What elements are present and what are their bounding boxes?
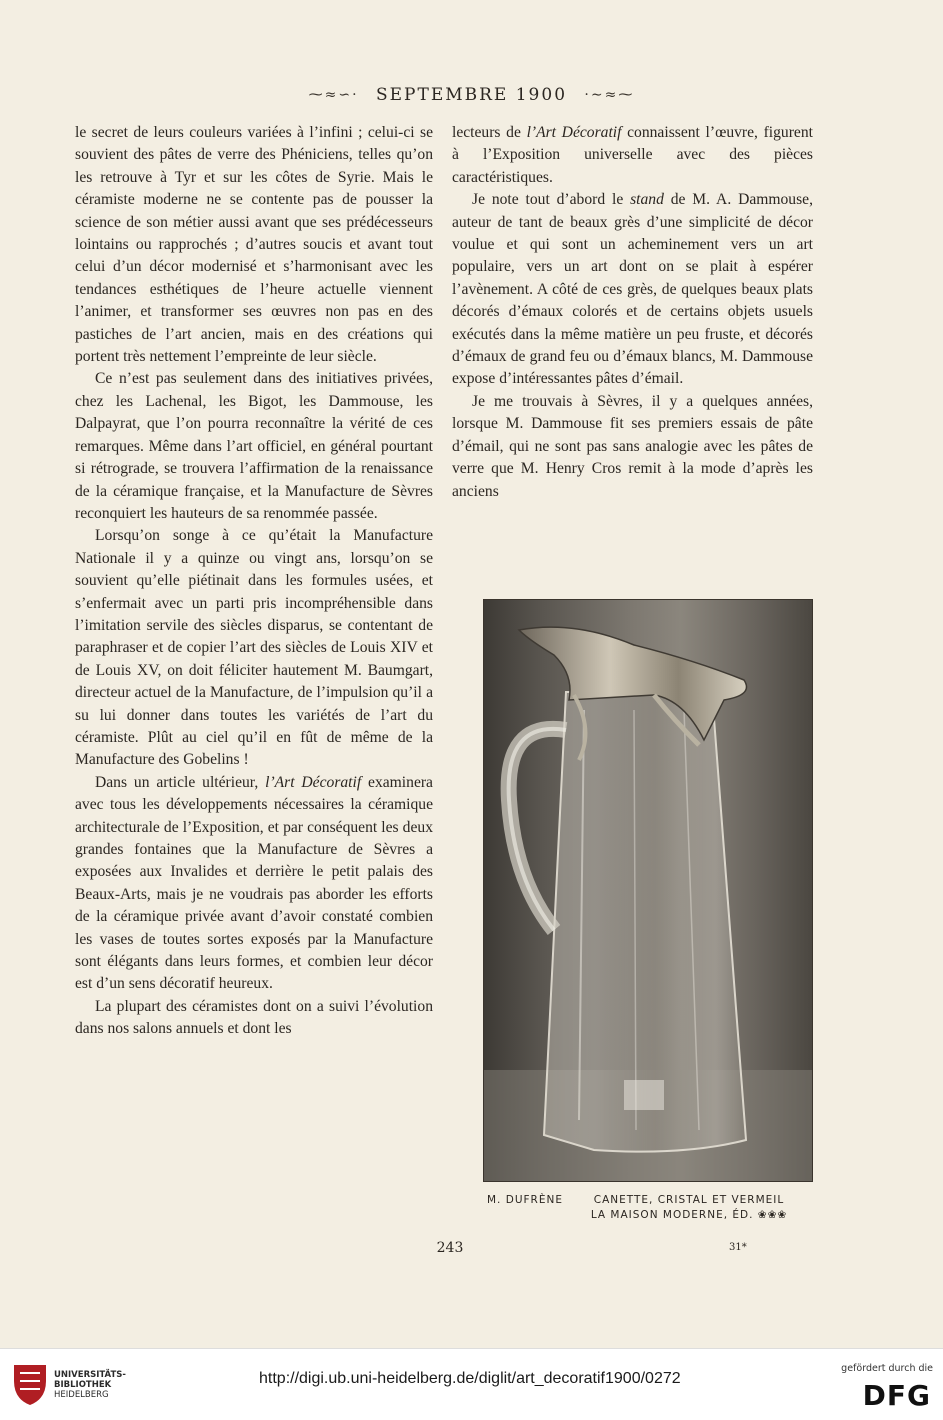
journal-title-italic: l’Art Décoratif [526,124,622,141]
paragraph: Lorsqu’on songe à ce qu’était la Manufacture Nationale il y a quinze ou vingt ans, lorsqu’on se souvient qu’elle piétinait dans les formules usées, et s’enfermait avec un parti pris incompréhensible dans l’imitation servile des siècles disparus, se contentant de paraphraser et de copier l’art des siècles de Louis XIV et de Louis XV, on doit féliciter hautement M. Baumgart, directeur actuel de la Manufacture, de l’impulsion qu’il a su lui donner dans toutes les variétés de l’art du céramiste. Plût au ciel qu’il en fût de même de la Manufacture des Gobelins ! [75,527,433,769]
caption-description [589,1193,789,1223]
jug-photograph [483,599,813,1182]
paragraph: Ce n’est pas seulement dans des initiatives privées, chez les Lachenal, les Bigot, les Dammouse, les Dalpayrat, que l’on pourra reconnaître la vérité de ces remarques. Même dans l’art officiel, en général pourtant si rétrograde, se trouvera l’affirmation de la renaissance de la céramique française, et la Manufacture de Sèvres reconquiert les hauteurs de sa renommée passée. [75,370,433,522]
left-text-column [75,122,433,1041]
paragraph: Je note tout d’abord le stand de M. A. Dammouse, auteur de tant de beaux grès d’une simplicité de décor voulue et qui sont un acheminement vers un art populaire, vers un art dont on se plait à espérer l’avènement. A côté de ces grès, de quelques beaux plats décorés d’émaux colorés et de certains objets usuels exécutés dans la même matière un peu fruste, et décorés d’émaux de grand feu ou d’émaux blancs, M. Dammouse expose d’intéressantes pâtes d’émail. [452,191,813,388]
library-name: UNIVERSITÄTS- BIBLIOTHEK HEIDELBERG [54,1370,126,1400]
viewer-footer [0,1348,943,1420]
dfg-logo: DFG [862,1379,931,1412]
university-library-logo-icon [10,1361,50,1407]
right-ornament-icon: ·∼≈⁓ [584,86,635,103]
caption-line: CANETTE, CRISTAL ET VERMEIL [593,1194,785,1206]
page-number: 243 [436,1240,464,1256]
signature-mark: 31* [729,1242,747,1253]
journal-title-italic: l’Art Décoratif [265,773,362,791]
permalink-url[interactable]: http://digi.ub.uni-heidelberg.de/diglit/art_decoratif1900/0272 [259,1370,681,1387]
stand-italic: stand [630,191,664,209]
paragraph: le secret de leurs couleurs variées à l’infini ; celui-ci se souvient des pâtes de verre des Phéniciens, telles qu’on les retrouve à Tyr et sur les côtes de Syrie. Mais le céramiste moderne ne se contente pas de pousser la science de son métier aussi avant que ses prédécesseurs lointains ou rapprochés ; d’autres soucis et avant tout celui d’un décor modernisé et s’harmonisant avec les tendances esthétiques de l’heure actuelle viennent l’animer, et transformer ses œuvres non pas en des pastiches de l’art ancien, mais en des créations qui portent très nettement l’empreinte de leur siècle. [75,124,433,366]
paragraph: La plupart des céramistes dont on a suivi l’évolution dans nos salons annuels et dont les [75,997,433,1038]
header-title: SEPTEMBRE 1900 [375,84,568,105]
left-ornament-icon: ⁓≈∽· [308,86,359,103]
paragraph: lecteurs de l’Art Décoratif connaissent l’œuvre, figurent à l’Exposition universelle avec des pièces caractéristiques. [452,124,813,186]
right-text-column [452,122,813,503]
paragraph: Dans un article ultérieur, l’Art Décoratif examinera avec tous les développements nécessaires la céramique architecturale de l’Exposition, et par conséquent les deux grandes fontaines que la Manufacture de Sèvres a exposées aux Invalides et derrière le petit palais des Beaux-Arts, mais je ne voudrais pas aborder les efforts de la céramique privée avant d’avoir constaté combien les vases de toutes sortes exposés par la Manufacture sont élégants dans leurs formes, et combien leur décor est d’un sens décoratif heureux. [75,773,433,993]
crystal-jug-illustration [484,600,812,1181]
funded-by-label: gefördert durch die [841,1363,933,1374]
running-header [0,84,943,108]
paragraph: Je me trouvais à Sèvres, il y a quelques années, lorsque M. Dammouse fit ses premiers essais de pâte d’émail, qui ne sont pas sans analogie avec les pâtes de verre que M. Henry Cros remit à la mode d’après les anciens [452,392,813,500]
caption-artist: M. DUFRÈNE [487,1194,563,1206]
caption-line: LA MAISON MODERNE, ÉD. ❀❀❀ [590,1209,788,1221]
